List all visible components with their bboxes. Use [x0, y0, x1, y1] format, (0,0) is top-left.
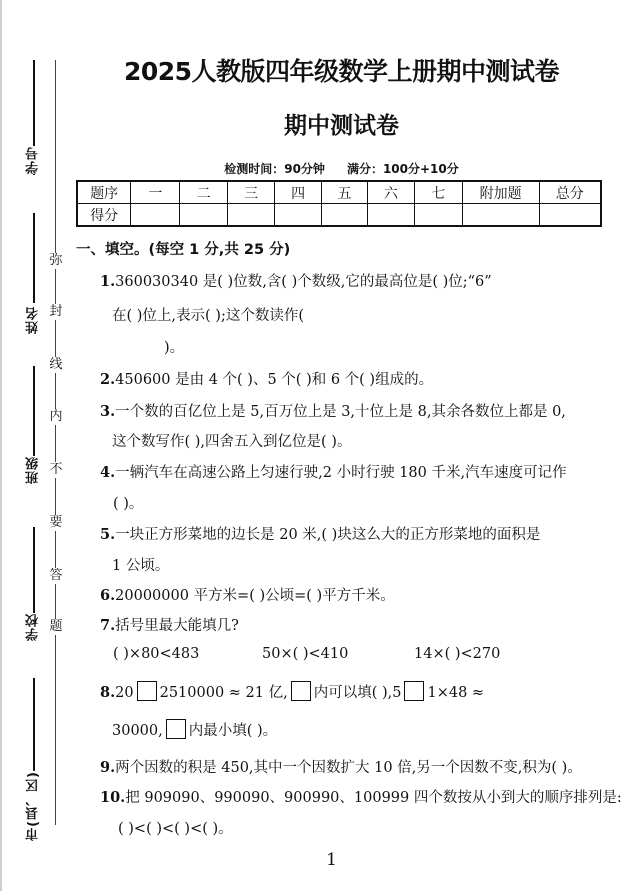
label-city: 市(县、区) [24, 771, 44, 841]
seal-char: 封 [47, 304, 65, 320]
row-header-score: 得分 [77, 204, 131, 227]
question-text: 1×48 ≈ [427, 685, 485, 701]
question-number: 10. [100, 789, 126, 806]
score-cell[interactable] [539, 204, 601, 227]
score-cell[interactable] [462, 204, 539, 227]
question-text: 30000, [112, 723, 163, 739]
seal-char: 不 [47, 462, 65, 478]
question-text: 360030340 是( )位数,含( )个数级,它的最高位是( )位;“6” [115, 274, 492, 290]
question-text: 20000000 平方米=( )公顷=( )平方千米。 [115, 588, 395, 604]
score-table-header-row [77, 181, 601, 204]
question-text: 内可以填( ),5 [313, 685, 402, 701]
question-7-item-2: 50×( )<410 [262, 646, 349, 662]
question-text: 把 909090、990090、900990、100999 四个数按从小到大的顺序排列是: [125, 790, 622, 806]
question-10-line-2: ( )<( )<( )<( )。 [118, 821, 233, 837]
question-4-line-2: ( )。 [113, 496, 144, 512]
question-2 [100, 368, 433, 389]
question-number: 1. [100, 273, 116, 290]
question-text: 两个因数的积是 450,其中一个因数扩大 10 倍,另一个因数不变,积为( )。 [115, 760, 582, 776]
question-10 [100, 786, 622, 807]
col-bonus: 附加题 [462, 181, 539, 204]
question-number: 9. [100, 759, 116, 776]
question-number: 2. [100, 371, 116, 388]
row-header-question: 题序 [77, 181, 131, 204]
city-line [33, 678, 35, 773]
exam-meta [0, 160, 633, 177]
question-1-line-2: 在( )位上,表示( );这个数读作( [112, 308, 304, 324]
question-5-line-2: 1 公顷。 [112, 558, 170, 574]
full-score: 满分：100分+10分 [346, 162, 459, 176]
score-cell[interactable] [322, 204, 368, 227]
question-text: 括号里最大能填几? [115, 618, 239, 634]
section-heading: 一、填空。(每空 1 分,共 25 分) [76, 242, 291, 258]
col-1: 一 [131, 181, 180, 204]
seal-char: 答 [47, 568, 65, 584]
score-cell[interactable] [367, 204, 414, 227]
question-7-item-1: ( )×80<483 [113, 646, 200, 662]
question-8 [100, 681, 484, 702]
question-8-line-2 [112, 719, 277, 740]
label-student-id: 学号 [24, 146, 44, 174]
seal-char: 线 [47, 357, 65, 373]
question-4 [100, 461, 567, 482]
label-name: 姓名 [24, 306, 44, 334]
seal-char: 弥 [47, 253, 65, 269]
question-3-line-2: 这个数写作( ),四舍五入到亿位是( )。 [112, 434, 352, 450]
question-number: 8. [100, 684, 116, 701]
question-7 [100, 614, 239, 635]
school-line [33, 527, 35, 622]
label-school: 学校 [24, 613, 44, 641]
seal-char: 题 [47, 619, 65, 635]
question-5 [100, 523, 540, 544]
question-7-item-3: 14×( )<270 [414, 646, 501, 662]
page-title: 2025人教版四年级数学上册期中测试卷 [123, 57, 560, 86]
col-4: 四 [275, 181, 322, 204]
answer-box-reference [291, 681, 311, 701]
question-text: 450600 是由 4 个( )、5 个( )和 6 个( )组成的。 [115, 372, 434, 388]
class-line [33, 366, 35, 456]
page-number: 1 [326, 850, 337, 870]
col-6: 六 [367, 181, 414, 204]
question-6 [100, 584, 395, 605]
question-text: 2510000 ≈ 21 亿, [159, 685, 288, 701]
name-line [33, 213, 35, 303]
score-cell[interactable] [180, 204, 228, 227]
page-subtitle: 期中测试卷 [284, 113, 399, 139]
question-text: 内最小填( )。 [188, 723, 278, 739]
question-1 [100, 270, 492, 291]
question-9 [100, 756, 582, 777]
question-number: 6. [100, 587, 116, 604]
col-3: 三 [228, 181, 275, 204]
answer-box[interactable] [137, 681, 157, 701]
col-2: 二 [180, 181, 228, 204]
question-3 [100, 400, 566, 421]
score-cell[interactable] [228, 204, 275, 227]
col-7: 七 [414, 181, 462, 204]
question-number: 7. [100, 617, 116, 634]
col-5: 五 [322, 181, 368, 204]
score-cell[interactable] [131, 204, 180, 227]
score-table-score-row [77, 204, 601, 227]
question-number: 4. [100, 464, 116, 481]
question-number: 5. [100, 526, 116, 543]
question-text: 一个数的百亿位上是 5,百万位上是 3,十位上是 8,其余各数位上都是 0, [115, 404, 566, 420]
score-table [76, 180, 602, 227]
question-1-line-3: )。 [164, 340, 185, 356]
seal-char: 要 [47, 515, 65, 531]
score-cell[interactable] [275, 204, 322, 227]
seal-char: 内 [47, 409, 65, 425]
question-text: 一辆汽车在高速公路上匀速行驶,2 小时行驶 180 千米,汽车速度可记作 [115, 465, 567, 481]
score-cell[interactable] [414, 204, 462, 227]
exam-time: 检测时间：90分钟 [224, 162, 325, 176]
label-class: 班级 [24, 456, 44, 484]
question-number: 3. [100, 403, 116, 420]
question-text: 20 [115, 685, 134, 701]
col-total: 总分 [539, 181, 601, 204]
answer-box[interactable] [404, 681, 424, 701]
question-text: 一块正方形菜地的边长是 20 米,( )块这么大的正方形菜地的面积是 [115, 527, 541, 543]
answer-box-reference [166, 719, 186, 739]
